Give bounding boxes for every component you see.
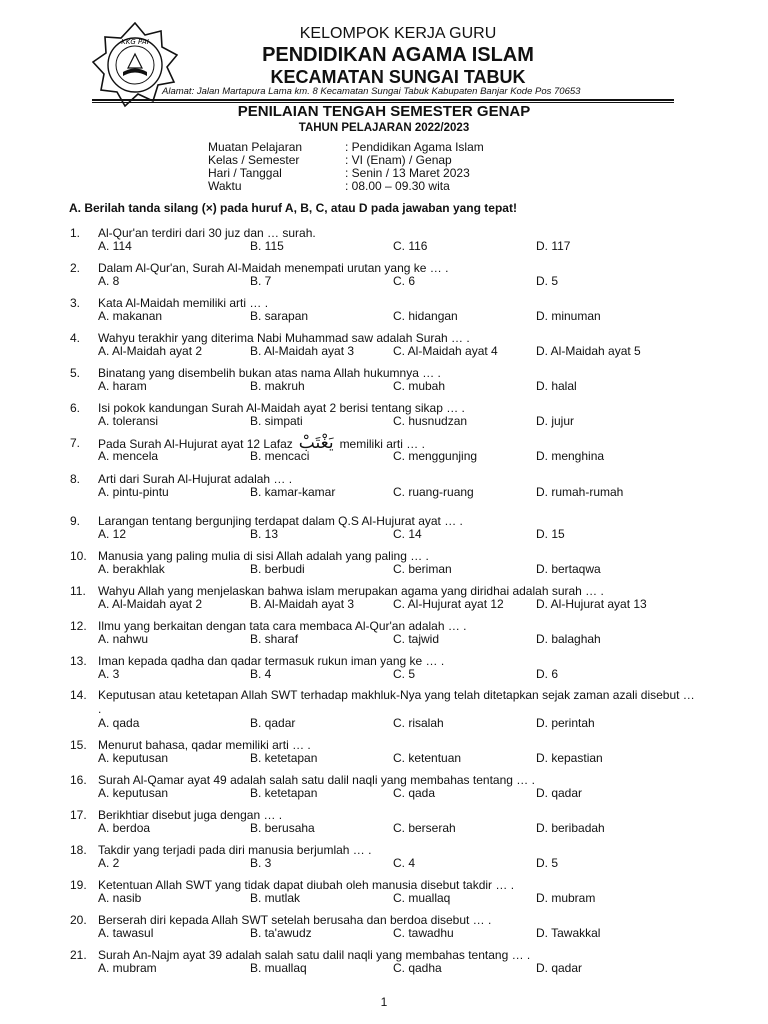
header-line-2: PENDIDIKAN AGAMA ISLAM — [262, 44, 534, 66]
meta-value: : Senin / 13 Maret 2023 — [345, 166, 470, 180]
option-a: A. mubram — [98, 961, 157, 975]
question-number: 14. — [70, 688, 87, 702]
question-text: Berserah diri kepada Allah SWT setelah berusaha dan berdoa disebut … . — [98, 913, 492, 927]
option-c: C. risalah — [393, 716, 444, 730]
option-c: C. hidangan — [393, 309, 458, 323]
option-d: D. 15 — [536, 527, 565, 541]
option-c: C. qadha — [393, 961, 442, 975]
question-text: Surah Al-Qamar ayat 49 adalah salah satu dalil naqli yang membahas tentang … . — [98, 773, 535, 787]
option-c: C. ketentuan — [393, 751, 462, 765]
option-d: D. qadar — [536, 786, 583, 800]
option-a: A. berdoa — [98, 821, 151, 835]
question-text: Ketentuan Allah SWT yang tidak dapat diubah oleh manusia disebut takdir … . — [98, 878, 515, 892]
question-text: Menurut bahasa, qadar memiliki arti … . — [98, 738, 311, 752]
option-b: B. qadar — [250, 716, 296, 730]
option-b: B. sarapan — [250, 309, 309, 323]
meta-value: : 08.00 – 09.30 wita — [345, 179, 450, 193]
option-b: B. 4 — [250, 667, 272, 681]
option-c: C. ruang-ruang — [393, 485, 474, 499]
arabic-word: يَغْتَبْ — [298, 433, 334, 453]
option-b: B. ta'awudz — [250, 926, 312, 940]
question-number: 17. — [70, 808, 87, 822]
option-d: D. minuman — [536, 309, 601, 323]
option-d: D. 117 — [536, 239, 571, 253]
question-text: Iman kepada qadha dan qadar termasuk rukun iman yang ke … . — [98, 654, 445, 668]
option-d: D. 5 — [536, 856, 559, 870]
option-a: A. Al-Maidah ayat 2 — [98, 597, 203, 611]
option-b: B. berbudi — [250, 562, 305, 576]
option-a: A. 12 — [98, 527, 127, 541]
question-text: Takdir yang terjadi pada diri manusia berjumlah … . — [98, 843, 372, 857]
option-d: D. jujur — [536, 414, 575, 428]
question-number: 18. — [70, 843, 87, 857]
option-c: C. muallaq — [393, 891, 451, 905]
option-c: C. husnudzan — [393, 414, 468, 428]
question-number: 12. — [70, 619, 87, 633]
option-b: B. 13 — [250, 527, 279, 541]
option-d: D. Tawakkal — [536, 926, 601, 940]
question-text: Kata Al-Maidah memiliki arti … . — [98, 296, 269, 310]
question-text: Keputusan atau ketetapan Allah SWT terhadap makhluk-Nya yang telah ditetapkan sejak zaman azali disebut … . — [98, 688, 695, 716]
question-number: 19. — [70, 878, 87, 892]
option-b: B. makruh — [250, 379, 305, 393]
option-a: A. tawasul — [98, 926, 154, 940]
option-d: D. balaghah — [536, 632, 601, 646]
option-a: A. Al-Maidah ayat 2 — [98, 344, 203, 358]
option-a: A. nahwu — [98, 632, 149, 646]
question-number: 2. — [70, 261, 81, 275]
option-d: D. kepastian — [536, 751, 603, 765]
question-number: 3. — [70, 296, 81, 310]
option-b: B. muallaq — [250, 961, 307, 975]
logo-text: KKG PAI — [121, 38, 149, 46]
option-b: B. 115 — [250, 239, 284, 253]
question-number: 10. — [70, 549, 87, 563]
question-number: 20. — [70, 913, 87, 927]
option-b: B. kamar-kamar — [250, 485, 336, 499]
question-text: Wahyu Allah yang menjelaskan bahwa islam merupakan agama yang diridhai adalah surah … . — [98, 584, 604, 598]
option-a: A. 8 — [98, 274, 120, 288]
option-a: A. 3 — [98, 667, 120, 681]
question-number: 21. — [70, 948, 87, 962]
option-c: C. 5 — [393, 667, 416, 681]
option-b: B. Al-Maidah ayat 3 — [250, 344, 355, 358]
option-d: D. halal — [536, 379, 577, 393]
question-number: 5. — [70, 366, 81, 380]
option-a: A. keputusan — [98, 751, 169, 765]
option-a: A. berakhlak — [98, 562, 165, 576]
option-a: A. 114 — [98, 239, 132, 253]
option-a: A. haram — [98, 379, 147, 393]
option-c: C. 116 — [393, 239, 428, 253]
option-c: C. 14 — [393, 527, 422, 541]
question-text: Arti dari Surah Al-Hujurat adalah … . — [98, 472, 293, 486]
meta-key: Muatan Pelajaran — [208, 140, 303, 154]
question-number: 13. — [70, 654, 87, 668]
option-a: A. qada — [98, 716, 140, 730]
question-text: Al-Qur'an terdiri dari 30 juz dan … surah. — [98, 226, 316, 240]
page-number: 1 — [380, 995, 388, 1009]
option-d: D. menghina — [536, 449, 605, 463]
meta-key: Kelas / Semester — [208, 153, 300, 167]
option-c: C. 4 — [393, 856, 416, 870]
header-line-1: KELOMPOK KERJA GURU — [299, 25, 497, 42]
option-d: D. 6 — [536, 667, 559, 681]
option-b: B. berusaha — [250, 821, 315, 835]
question-text: Dalam Al-Qur'an, Surah Al-Maidah menempati urutan yang ke … . — [98, 261, 449, 275]
question-number: 8. — [70, 472, 81, 486]
option-b: B. ketetapan — [250, 786, 318, 800]
option-a: A. nasib — [98, 891, 142, 905]
option-b: B. mencaci — [250, 449, 310, 463]
option-a: A. keputusan — [98, 786, 169, 800]
question-text: Berikhtiar disebut juga dengan … . — [98, 808, 283, 822]
option-d: D. qadar — [536, 961, 583, 975]
option-d: D. 5 — [536, 274, 559, 288]
section-a-instruction: A. Berilah tanda silang (×) pada huruf A, B, C, atau D pada jawaban yang tepat! — [69, 201, 517, 215]
question-text: Isi pokok kandungan Surah Al-Maidah ayat 2 berisi tentang sikap … . — [98, 401, 465, 415]
meta-key: Waktu — [208, 179, 242, 193]
option-c: C. tajwid — [393, 632, 440, 646]
option-c: C. 6 — [393, 274, 416, 288]
question-number: 9. — [70, 514, 81, 528]
option-d: D. perintah — [536, 716, 595, 730]
option-a: A. pintu-pintu — [98, 485, 169, 499]
option-b: B. ketetapan — [250, 751, 318, 765]
option-d: D. Al-Hujurat ayat 13 — [536, 597, 647, 611]
header-line-3: KECAMATAN SUNGAI TABUK — [270, 67, 526, 87]
option-a: A. toleransi — [98, 414, 159, 428]
question-text: Surah An-Najm ayat 39 adalah salah satu dalil naqli yang membahas tentang … . — [98, 948, 531, 962]
exam-year: TAHUN PELAJARAN 2022/2023 — [298, 122, 470, 134]
option-c: C. qada — [393, 786, 436, 800]
header-rule — [92, 99, 674, 101]
option-c: C. Al-Maidah ayat 4 — [393, 344, 498, 358]
exam-title: PENILAIAN TENGAH SEMESTER GENAP — [237, 103, 531, 120]
option-a: A. mencela — [98, 449, 159, 463]
option-a: A. 2 — [98, 856, 120, 870]
option-c: C. menggunjing — [393, 449, 478, 463]
option-b: B. Al-Maidah ayat 3 — [250, 597, 355, 611]
option-b: B. 3 — [250, 856, 272, 870]
option-b: B. simpati — [250, 414, 303, 428]
question-number: 15. — [70, 738, 87, 752]
question-number: 6. — [70, 401, 81, 415]
meta-value: : VI (Enam) / Genap — [345, 153, 452, 167]
option-b: B. mutlak — [250, 891, 301, 905]
option-c: C. Al-Hujurat ayat 12 — [393, 597, 504, 611]
question-number: 11. — [70, 584, 86, 598]
option-c: C. tawadhu — [393, 926, 454, 940]
option-c: C. beriman — [393, 562, 452, 576]
question-number: 1. — [70, 226, 81, 240]
question-number: 7. — [70, 436, 81, 450]
option-b: B. 7 — [250, 274, 272, 288]
header-address: Alamat: Jalan Martapura Lama km. 8 Kecamatan Sungai Tabuk Kabupaten Banjar Kode Pos 70653 — [162, 86, 581, 97]
option-b: B. sharaf — [250, 632, 299, 646]
question-number: 4. — [70, 331, 81, 345]
question-text: Wahyu terakhir yang diterima Nabi Muhammad saw adalah Surah … . — [98, 331, 470, 345]
option-d: D. Al-Maidah ayat 5 — [536, 344, 641, 358]
option-d: D. beribadah — [536, 821, 605, 835]
meta-value: : Pendidikan Agama Islam — [345, 140, 484, 154]
question-text: Larangan tentang bergunjing terdapat dalam Q.S Al-Hujurat ayat … . — [98, 514, 463, 528]
question-text: Binatang yang disembelih bukan atas nama Allah hukumnya … . — [98, 366, 441, 380]
option-d: D. bertaqwa — [536, 562, 601, 576]
question-text-part: Pada Surah Al-Hujurat ayat 12 Lafaz — [98, 437, 293, 451]
option-c: C. mubah — [393, 379, 446, 393]
meta-key: Hari / Tanggal — [208, 166, 282, 180]
option-c: C. berserah — [393, 821, 456, 835]
option-a: A. makanan — [98, 309, 163, 323]
option-d: D. rumah-rumah — [536, 485, 624, 499]
question-text: Ilmu yang berkaitan dengan tata cara membaca Al-Qur'an adalah … . — [98, 619, 467, 633]
option-d: D. mubram — [536, 891, 596, 905]
question-number: 16. — [70, 773, 87, 787]
question-text-part: memiliki arti … . — [339, 437, 425, 451]
question-text: Manusia yang paling mulia di sisi Allah adalah yang paling … . — [98, 549, 429, 563]
